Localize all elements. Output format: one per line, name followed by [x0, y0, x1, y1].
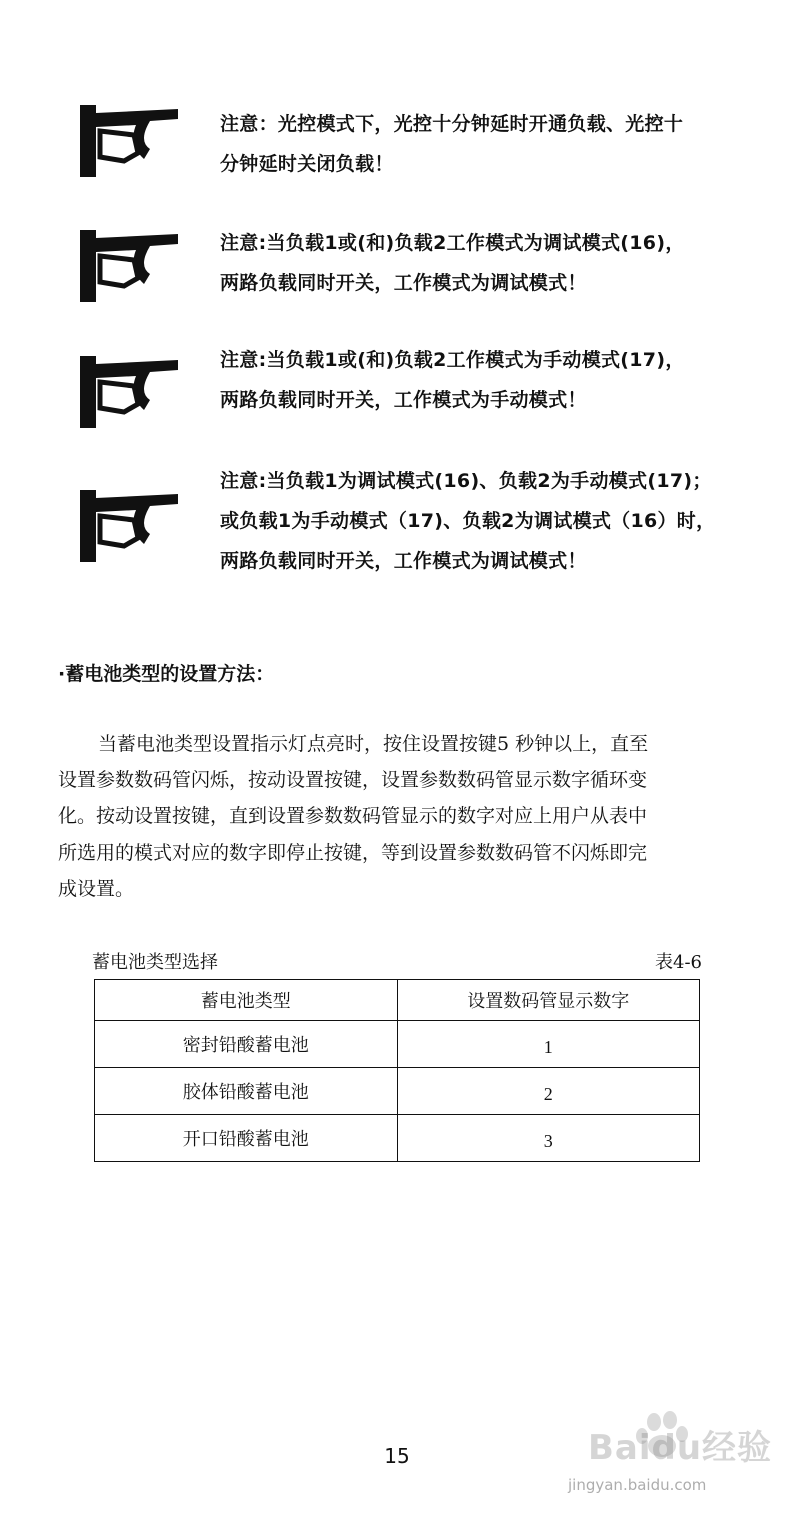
note-text: [220, 104, 760, 184]
note-text: [220, 340, 760, 420]
paragraph-line: 设置参数数码管闪烁，按动设置按键，设置参数数码管显示数字循环变: [58, 769, 648, 792]
note-line: 或负载1为手动模式（17)、负载2为调试模式（16）时，: [220, 510, 716, 532]
display-digit-cell: 3: [397, 1115, 700, 1162]
note-4: [78, 470, 758, 572]
column-header: 设置数码管显示数字: [397, 980, 700, 1021]
note-text: [220, 461, 760, 581]
watermark-brand: Baidu经验: [588, 1428, 773, 1468]
note-line: 注意:当负载1为调试模式(16)、负载2为手动模式(17)；: [220, 470, 712, 492]
battery-type-cell: 密封铅酸蓄电池: [95, 1021, 398, 1068]
watermark-url: jingyan.baidu.com: [568, 1476, 707, 1494]
column-header: 蓄电池类型: [95, 980, 398, 1021]
table-caption: 蓄电池类型选择: [92, 952, 218, 973]
page-number: 15: [384, 1444, 410, 1468]
pointing-hand-icon: [78, 486, 182, 566]
note-line: 两路负载同时开关，工作模式为调试模式！: [220, 272, 587, 294]
pointing-hand-icon: [78, 226, 182, 306]
battery-type-cell: 开口铅酸蓄电池: [95, 1115, 398, 1162]
note-line: 注意:当负载1或(和)负载2工作模式为手动模式(17)，: [220, 349, 685, 371]
note-line: 注意:当负载1或(和)负载2工作模式为调试模式(16)，: [220, 232, 685, 254]
paragraph-line: 成设置。: [58, 877, 135, 900]
note-line: 两路负载同时开关，工作模式为调试模式！: [220, 550, 587, 572]
battery-type-table: [94, 979, 700, 1162]
display-digit-cell: 2: [397, 1068, 700, 1115]
pointing-hand-icon: [78, 101, 182, 181]
body-paragraph: [58, 726, 748, 907]
section-heading: ·蓄电池类型的设置方法：: [58, 663, 275, 685]
note-line: 两路负载同时开关，工作模式为手动模式！: [220, 389, 587, 411]
paragraph-line: 当蓄电池类型设置指示灯点亮时，按住设置按键5 秒钟以上，直至: [98, 733, 649, 755]
note-2: [78, 226, 758, 306]
note-1: [78, 101, 758, 181]
table-number: 表4-6: [655, 952, 702, 973]
table-row: [95, 1068, 700, 1115]
table-row: [95, 1115, 700, 1162]
table-header-row: [95, 980, 700, 1021]
battery-type-cell: 胶体铅酸蓄电池: [95, 1068, 398, 1115]
note-line: 分钟延时关闭负载！: [220, 153, 394, 175]
note-line: 注意：光控模式下，光控十分钟延时开通负载、光控十: [220, 113, 684, 135]
table-row: [95, 1021, 700, 1068]
display-digit-cell: 1: [397, 1021, 700, 1068]
note-text: [220, 223, 760, 303]
paragraph-line: 所选用的模式对应的数字即停止按键，等到设置参数数码管不闪烁即完: [58, 841, 648, 864]
pointing-hand-icon: [78, 352, 182, 432]
paragraph-line: 化。按动设置按键，直到设置参数数码管显示的数字对应上用户从表中: [58, 805, 648, 828]
note-3: [78, 349, 758, 432]
